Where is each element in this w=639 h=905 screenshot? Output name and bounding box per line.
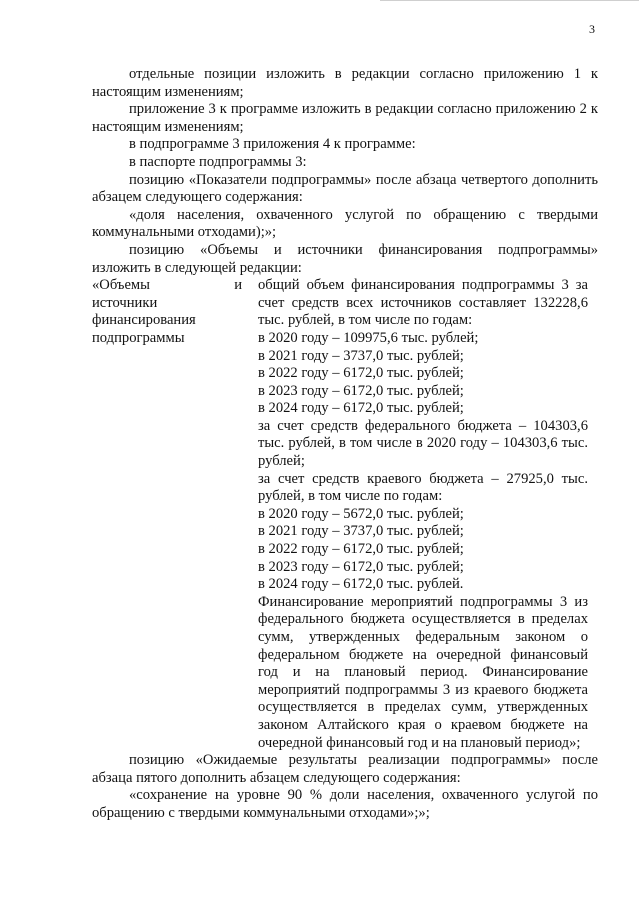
paragraph-expected-results: позицию «Ожидаемые результаты реализации подпрограммы» после абзаца пятого дополнить абзацем следующего содержания: (92, 752, 598, 786)
financing-limits-text: Финансирование мероприятий подпрограммы 3 из федерального бюджета осуществляется в пределах сумм, утвержденных федеральным законом о федеральном бюджете на очередной финансовый год и на плановый период. Финансирование мероприятий подпрограммы 3 из краевого бюджета осуществляется в пределах сумм, утвержденных законом Алтайского края о краевом бюджете на очередной финансовый год и на плановый период»; (258, 593, 588, 751)
document-body (92, 66, 598, 823)
passport-row-label (92, 277, 242, 752)
passport-label-word-volumes: «Объемы (92, 277, 150, 294)
passport-label-line-3: финансирования (92, 312, 196, 329)
paragraph-appendix-3: приложение 3 к программе изложить в редакции согласно приложению 2 к настоящим изменениям; (92, 101, 598, 135)
paragraph-financing-position: позицию «Объемы и источники финансирования подпрограммы» изложить в следующей редакции: (92, 241, 598, 276)
regional-year-2024: в 2024 году – 6172,0 тыс. рублей. (258, 576, 464, 593)
passport-label-line-4: подпрограммы (92, 329, 185, 346)
passport-label-line-1 (92, 277, 242, 295)
paragraph-passport: в паспорте подпрограммы 3: (129, 153, 307, 170)
passport-label-line-2: источники (92, 294, 158, 311)
total-year-2023: в 2023 году – 6172,0 тыс. рублей; (258, 382, 464, 399)
paragraph-population-share: «доля населения, охваченного услугой по обращению с твердыми коммунальными отходами);»; (92, 206, 598, 241)
regional-year-2023: в 2023 году – 6172,0 тыс. рублей; (258, 558, 464, 575)
page-number: 3 (589, 22, 595, 36)
federal-budget-text: за счет средств федерального бюджета – 104303,6 тыс. рублей, в том числе в 2020 году – 104303,6 тыс. рублей; (258, 417, 588, 470)
regional-year-2020: в 2020 году – 5672,0 тыс. рублей; (258, 505, 464, 522)
paragraph-subprogram-3: в подпрограмме 3 приложения 4 к программе: (129, 136, 416, 153)
paragraph-maintain-90-percent: «сохранение на уровне 90 % доли населения, охваченного услугой по обращению с твердыми коммунальными отходами»;»; (92, 787, 598, 821)
top-border-line (380, 0, 639, 1)
total-year-2021: в 2021 году – 3737,0 тыс. рублей; (258, 347, 464, 364)
total-year-2022: в 2022 году – 6172,0 тыс. рублей; (258, 365, 464, 382)
regional-year-2022: в 2022 году – 6172,0 тыс. рублей; (258, 541, 464, 558)
total-year-2024: в 2024 году – 6172,0 тыс. рублей; (258, 400, 464, 417)
paragraph-indicators: позицию «Показатели подпрограммы» после абзаца четвертого дополнить абзацем следующего содержания: (92, 171, 598, 206)
total-year-2020: в 2020 году – 109975,6 тыс. рублей; (258, 329, 479, 346)
paragraph-positions-1: отдельные позиции изложить в редакции согласно приложению 1 к настоящим изменениям; (92, 66, 598, 100)
passport-label-word-and: и (234, 277, 242, 294)
passport-financing-row (92, 277, 598, 752)
passport-row-value (258, 277, 588, 752)
total-financing-text: общий объем финансирования подпрограммы 3 за счет средств всех источников составляет 132228,6 тыс. рублей, в том числе по годам: (258, 277, 588, 329)
regional-budget-text: за счет средств краевого бюджета – 27925,0 тыс. рублей, в том числе по годам: (258, 470, 588, 505)
regional-year-2021: в 2021 году – 3737,0 тыс. рублей; (258, 523, 464, 540)
